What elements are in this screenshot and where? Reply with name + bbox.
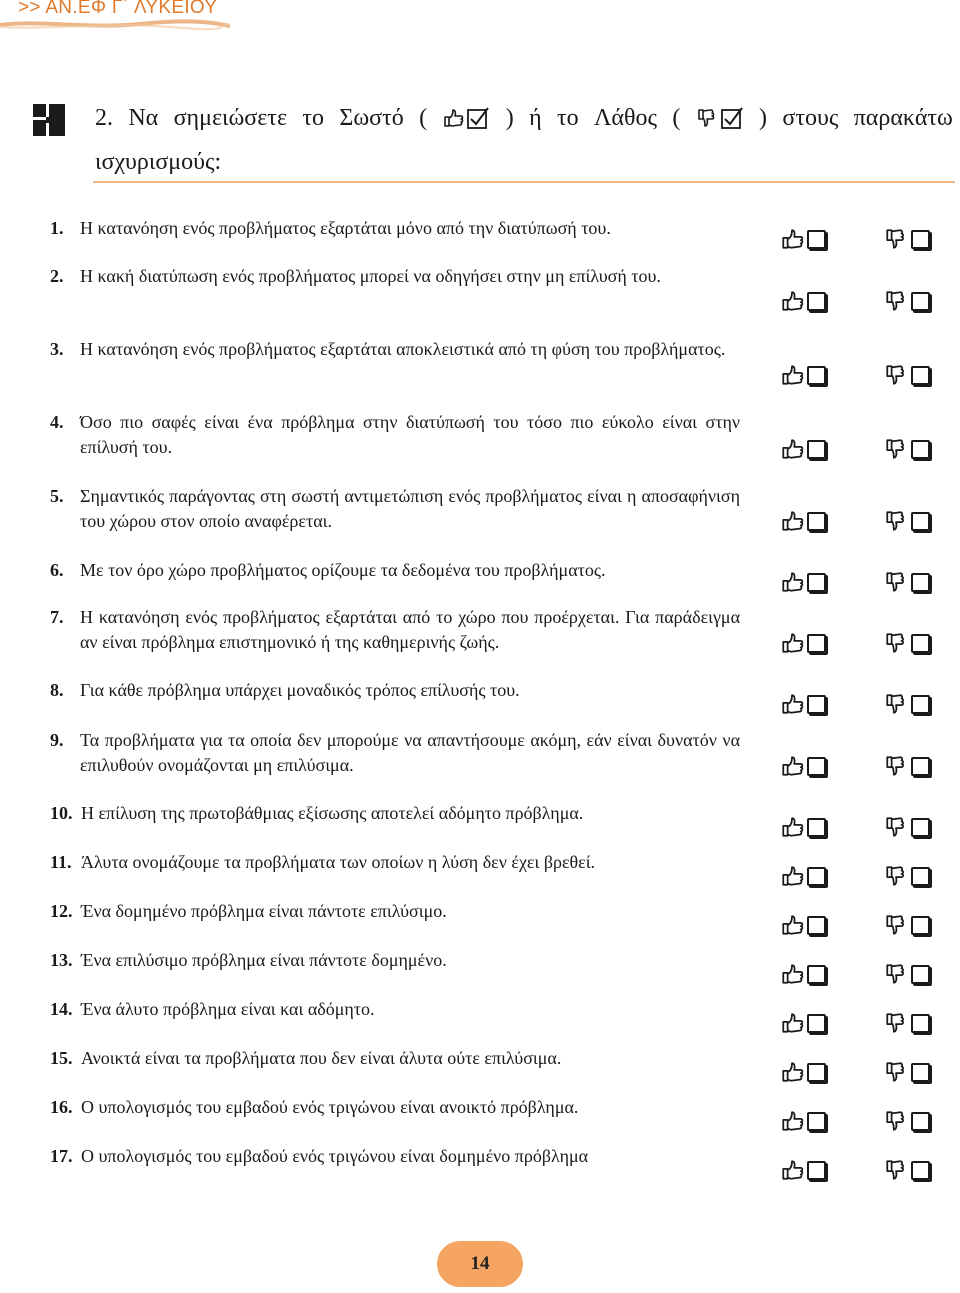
true-option[interactable] (780, 1159, 826, 1181)
true-checkbox[interactable] (807, 695, 826, 714)
statement-number: 1. (50, 218, 64, 238)
true-option[interactable] (780, 364, 826, 386)
thumbs-down-icon (884, 438, 908, 460)
false-option[interactable] (884, 1061, 930, 1083)
false-checkbox[interactable] (911, 292, 930, 311)
statement-item (50, 850, 740, 875)
false-option[interactable] (884, 438, 930, 460)
statement-text: Άλυτα ονομάζουμε τα προβλήματα των οποίων η λύση δεν έχει βρεθεί. (81, 852, 596, 872)
thumbs-down-icon (884, 290, 908, 312)
false-checkbox[interactable] (911, 366, 930, 385)
answer-options (780, 438, 930, 462)
statement-number: 16. (50, 1097, 73, 1117)
statement-number: 17. (50, 1146, 73, 1166)
question-word: το (557, 105, 579, 131)
false-option[interactable] (884, 510, 930, 532)
statement-text: Ένα δομημένο πρόβλημα είναι πάντοτε επιλύσιμο. (81, 901, 447, 921)
answer-options (780, 914, 930, 938)
question-word: το (302, 105, 325, 131)
false-checkbox[interactable] (911, 867, 930, 886)
statement-text: Ένα άλυτο πρόβλημα είναι και αδόμητο. (81, 999, 375, 1019)
thumbs-down-icon (884, 1110, 908, 1132)
thumbs-up-icon (780, 571, 804, 593)
question-word: ( (419, 105, 428, 131)
false-option[interactable] (884, 755, 930, 777)
statement-number: 15. (50, 1048, 73, 1068)
thumbs-down-icon (884, 914, 908, 936)
answer-options (780, 1159, 930, 1183)
false-checkbox[interactable] (911, 512, 930, 531)
true-checkbox[interactable] (807, 1161, 826, 1180)
false-checkbox[interactable] (911, 1112, 930, 1131)
true-checkbox[interactable] (807, 757, 826, 776)
true-checkbox[interactable] (807, 1014, 826, 1033)
statement-item (50, 728, 740, 778)
thumbs-up-icon (780, 755, 804, 777)
answer-options (780, 632, 930, 656)
true-checkbox[interactable] (807, 965, 826, 984)
thumbs-down-icon (884, 963, 908, 985)
false-option[interactable] (884, 364, 930, 386)
answer-options (780, 1012, 930, 1036)
question-word: ) (759, 105, 768, 131)
true-option[interactable] (780, 816, 826, 838)
thumbs-down-icon (884, 228, 908, 250)
statement-text: Η κακή διατύπωση ενός προβλήματος μπορεί να οδηγήσει στην μη επίλυσή του. (80, 266, 661, 286)
statement-item (50, 899, 740, 924)
false-checkbox[interactable] (911, 818, 930, 837)
statement-item (50, 948, 740, 973)
answer-options (780, 1061, 930, 1085)
true-checkbox[interactable] (807, 867, 826, 886)
thumbs-down-icon (884, 1061, 908, 1083)
question-word: Σωστό (339, 105, 404, 131)
true-checkbox[interactable] (807, 1112, 826, 1131)
answer-options (780, 755, 930, 779)
statement-text: Τα προβλήματα για τα οποία δεν μπορούμε να απαντήσουμε ακόμη, εάν είναι δυνατόν να επιλυθούν ονομάζονται μη επιλύσιμα. (80, 730, 740, 775)
statement-item (50, 558, 740, 583)
answer-options (780, 290, 930, 314)
statement-text: Σημαντικός παράγοντας στη σωστή αντιμετώπιση ενός προβλήματος είναι η αποσαφήνιση του χώρου στον οποίο αναφέρεται. (80, 486, 740, 531)
statement-number: 4. (50, 412, 64, 432)
header-label: >> ΑΝ.ΕΦ Γ΄ ΛΥΚΕΙΟΥ (18, 0, 218, 18)
thumbs-down-icon (696, 108, 718, 128)
true-option[interactable] (780, 1110, 826, 1132)
true-checkbox[interactable] (807, 1063, 826, 1082)
statement-item (50, 337, 740, 362)
question-word: Λάθος (594, 105, 657, 131)
question-word: παρακάτω (853, 105, 953, 131)
true-symbol-group (442, 102, 490, 134)
true-option[interactable] (780, 290, 826, 312)
question-word: ) (505, 105, 514, 131)
statement-number: 13. (50, 950, 73, 970)
false-option[interactable] (884, 816, 930, 838)
thumbs-down-icon (884, 1159, 908, 1181)
false-checkbox[interactable] (911, 1161, 930, 1180)
statement-item (50, 410, 740, 460)
false-checkbox[interactable] (911, 757, 930, 776)
statement-item (50, 264, 740, 289)
statement-text: Ο υπολογισμός του εμβαδού ενός τριγώνου είναι δομημένο πρόβλημα (81, 1146, 589, 1166)
question-word: στους (782, 105, 839, 131)
statement-number: 11. (50, 852, 72, 872)
thumbs-down-icon (884, 755, 908, 777)
true-checkbox[interactable] (807, 512, 826, 531)
statement-text: Όσο πιο σαφές είναι ένα πρόβλημα στην διατύπωσή του τόσο πιο εύκολο είναι στην επίλυσή του. (80, 412, 740, 457)
thumbs-up-icon (780, 632, 804, 654)
thumbs-up-icon (442, 108, 464, 128)
statement-number: 8. (50, 680, 64, 700)
statement-number: 14. (50, 999, 73, 1019)
false-checkbox[interactable] (911, 1063, 930, 1082)
statement-item (50, 216, 740, 241)
false-checkbox[interactable] (911, 695, 930, 714)
true-checkbox[interactable] (807, 292, 826, 311)
false-option[interactable] (884, 963, 930, 985)
true-option[interactable] (780, 571, 826, 593)
page-number: 14 (470, 1253, 490, 1274)
answer-options (780, 510, 930, 534)
answer-options (780, 571, 930, 595)
answer-options (780, 816, 930, 840)
true-checkbox[interactable] (807, 916, 826, 935)
statement-number: 9. (50, 730, 64, 750)
checked-box-icon (466, 106, 490, 130)
false-option[interactable] (884, 228, 930, 250)
thumbs-up-icon (780, 693, 804, 715)
statement-text: Η επίλυση της πρωτοβάθμιας εξίσωσης αποτελεί αδόμητο πρόβλημα. (81, 803, 584, 823)
question-number: 2. (95, 105, 113, 131)
thumbs-up-icon (780, 1061, 804, 1083)
statement-item (50, 678, 740, 703)
thumbs-down-icon (884, 510, 908, 532)
statement-number: 6. (50, 560, 64, 580)
thumbs-down-icon (884, 632, 908, 654)
statement-item (50, 1144, 740, 1169)
thumbs-up-icon (780, 438, 804, 460)
thumbs-up-icon (780, 1110, 804, 1132)
false-option[interactable] (884, 571, 930, 593)
false-checkbox[interactable] (911, 916, 930, 935)
thumbs-down-icon (884, 364, 908, 386)
statement-number: 7. (50, 607, 64, 627)
true-checkbox[interactable] (807, 818, 826, 837)
statement-number: 3. (50, 339, 64, 359)
statement-text: Η κατανόηση ενός προβλήματος εξαρτάται από το χώρο που προέρχεται. Για παράδειγμα αν είναι πρόβλημα επιστημονικό ή της καθημερινής ζωής. (80, 607, 740, 652)
thumbs-down-icon (884, 865, 908, 887)
answer-options (780, 364, 930, 388)
false-option[interactable] (884, 1110, 930, 1132)
true-option[interactable] (780, 510, 826, 532)
true-option[interactable] (780, 632, 826, 654)
thumbs-down-icon (884, 693, 908, 715)
statement-item (50, 1095, 740, 1120)
thumbs-up-icon (780, 963, 804, 985)
false-checkbox[interactable] (911, 965, 930, 984)
thumbs-up-icon (780, 364, 804, 386)
false-option[interactable] (884, 914, 930, 936)
question-word: σημειώσετε (173, 105, 288, 131)
false-option[interactable] (884, 632, 930, 654)
header-brush-rule (0, 18, 230, 32)
answer-options (780, 865, 930, 889)
thumbs-up-icon (780, 1012, 804, 1034)
statement-text: Ένα επιλύσιμο πρόβλημα είναι πάντοτε δομημένο. (81, 950, 447, 970)
statement-number: 10. (50, 803, 73, 823)
statement-item (50, 801, 740, 826)
statement-item (50, 605, 740, 655)
statement-number: 12. (50, 901, 73, 921)
thumbs-down-icon (884, 1012, 908, 1034)
true-checkbox[interactable] (807, 366, 826, 385)
thumbs-down-icon (884, 571, 908, 593)
thumbs-up-icon (780, 228, 804, 250)
true-option[interactable] (780, 1061, 826, 1083)
thumbs-up-icon (780, 510, 804, 532)
answer-options (780, 963, 930, 987)
question-word: Να (128, 105, 159, 131)
true-checkbox[interactable] (807, 634, 826, 653)
true-option[interactable] (780, 963, 826, 985)
false-checkbox[interactable] (911, 634, 930, 653)
question-heading (95, 102, 953, 134)
checked-box-icon (720, 106, 744, 130)
true-option[interactable] (780, 865, 826, 887)
answer-options (780, 693, 930, 717)
statement-text: Ο υπολογισμός του εμβαδού ενός τριγώνου είναι ανοικτό πρόβλημα. (81, 1097, 579, 1117)
question-heading-line2: ισχυρισμούς: (95, 149, 222, 175)
false-option[interactable] (884, 1159, 930, 1181)
thumbs-up-icon (780, 865, 804, 887)
false-option[interactable] (884, 693, 930, 715)
false-option[interactable] (884, 1012, 930, 1034)
statement-text: Ανοικτά είναι τα προβλήματα που δεν είναι άλυτα ούτε επιλύσιμα. (81, 1048, 562, 1068)
statement-item (50, 997, 740, 1022)
true-option[interactable] (780, 755, 826, 777)
thumbs-up-icon (780, 914, 804, 936)
statement-text: Η κατανόηση ενός προβλήματος εξαρτάται μόνο από την διατύπωσή του. (80, 218, 611, 238)
thumbs-down-icon (884, 816, 908, 838)
answer-options (780, 228, 930, 252)
thumbs-up-icon (780, 816, 804, 838)
statement-number: 5. (50, 486, 64, 506)
exercise-marker-icon (33, 104, 65, 136)
true-checkbox[interactable] (807, 440, 826, 459)
statement-item (50, 484, 740, 534)
statement-text: Με τον όρο χώρο προβλήματος ορίζουμε τα δεδομένα του προβλήματος. (80, 560, 606, 580)
false-checkbox[interactable] (911, 573, 930, 592)
true-option[interactable] (780, 228, 826, 250)
statement-text: Για κάθε πρόβλημα υπάρχει μοναδικός τρόπος επίλυσής του. (80, 680, 520, 700)
false-checkbox[interactable] (911, 1014, 930, 1033)
statement-text: Η κατανόηση ενός προβλήματος εξαρτάται αποκλειστικά από τη φύση του προβλήματος. (80, 339, 726, 359)
false-symbol-group (696, 102, 744, 134)
true-option[interactable] (780, 914, 826, 936)
thumbs-up-icon (780, 1159, 804, 1181)
page-number-badge (437, 1241, 523, 1287)
statement-number: 2. (50, 266, 64, 286)
question-word: ( (672, 105, 681, 131)
true-checkbox[interactable] (807, 573, 826, 592)
true-option[interactable] (780, 1012, 826, 1034)
false-option[interactable] (884, 865, 930, 887)
true-option[interactable] (780, 693, 826, 715)
true-checkbox[interactable] (807, 230, 826, 249)
question-word: ή (529, 105, 542, 131)
false-checkbox[interactable] (911, 440, 930, 459)
false-checkbox[interactable] (911, 230, 930, 249)
false-option[interactable] (884, 290, 930, 312)
true-option[interactable] (780, 438, 826, 460)
thumbs-up-icon (780, 290, 804, 312)
answer-options (780, 1110, 930, 1134)
statement-item (50, 1046, 740, 1071)
question-underline (93, 181, 955, 183)
